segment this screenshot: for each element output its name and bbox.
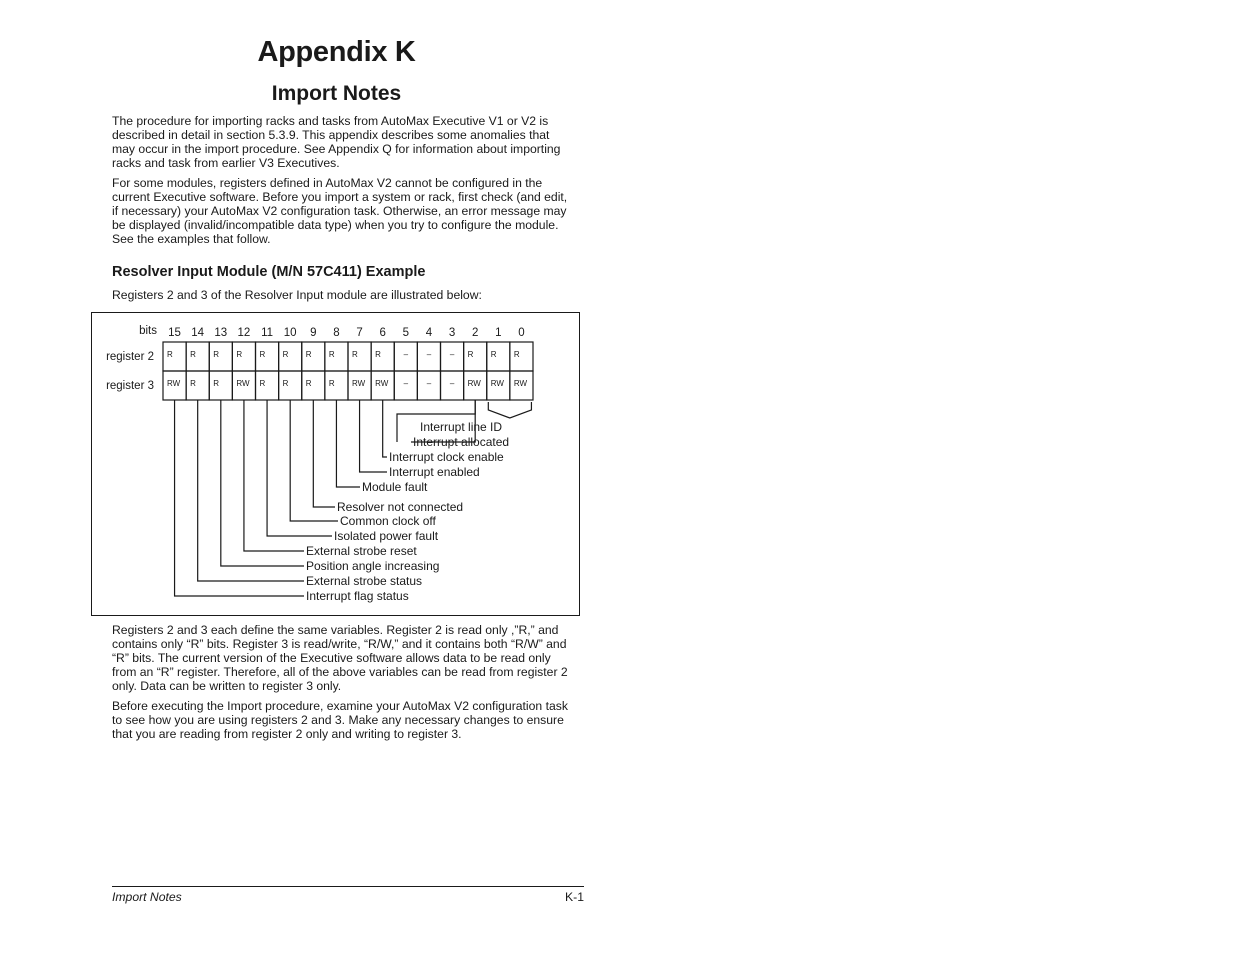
footer-section-name: Import Notes xyxy=(112,890,182,904)
register-cell-value: – xyxy=(403,350,409,359)
callout-label: Interrupt enabled xyxy=(389,465,480,479)
bit-number-label: 1 xyxy=(495,327,502,339)
callout-label: Common clock off xyxy=(340,514,436,528)
callout-label: Interrupt clock enable xyxy=(389,450,504,464)
bit-number-label: 9 xyxy=(310,327,317,339)
callout-label: Interrupt line ID xyxy=(420,420,503,434)
bit-number-label: 4 xyxy=(425,327,433,339)
callout-leader xyxy=(313,400,335,507)
bit-number-label: 12 xyxy=(237,327,251,339)
register-cell-value: – xyxy=(449,379,455,388)
page-subtitle: Import Notes xyxy=(271,82,402,105)
register-label: register 2 xyxy=(106,351,154,363)
register-cell-value: R xyxy=(259,350,266,359)
register-cell-value: RW xyxy=(236,379,250,388)
callout-leader xyxy=(290,400,338,521)
bit-number-label: 11 xyxy=(261,327,274,339)
register-cell-value: R xyxy=(259,379,266,388)
register-cell-value: R xyxy=(190,350,196,359)
bit-number-label: 7 xyxy=(356,327,363,339)
register-cell-value: RW xyxy=(467,379,481,388)
import-advice: Before executing the Import procedure, examine your AutoMax V2 configuration task to see how you are using registers 2 and 3. Make any necessary changes to ensure that you are reading from register 2 only and writing to register 3. xyxy=(112,699,568,741)
register-cell-value: R xyxy=(467,350,474,359)
callout-leader xyxy=(221,400,304,566)
register-cell-value: RW xyxy=(490,379,504,388)
callout-label: Interrupt flag status xyxy=(306,589,409,603)
register-cell-value: R xyxy=(282,379,289,388)
register-cell-value: R xyxy=(305,350,312,359)
register-label: register 3 xyxy=(106,380,154,392)
callout-label: Position angle increasing xyxy=(306,559,440,573)
register-cell-value: R xyxy=(352,350,358,359)
register-cell-value: R xyxy=(236,350,243,359)
register-cell-value: R xyxy=(305,379,312,388)
register-cell-value: R xyxy=(167,350,173,359)
bit-number-label: 0 xyxy=(518,327,525,339)
register-cell-value: R xyxy=(190,379,196,388)
bit-number-label: 8 xyxy=(333,327,340,339)
register-cell-value: R xyxy=(213,379,220,388)
callout-leader xyxy=(244,400,304,551)
callout-label: External strobe status xyxy=(306,574,423,588)
bit-number-label: 14 xyxy=(191,327,205,339)
bit-number-label: 10 xyxy=(283,327,297,339)
register-cell-value: RW xyxy=(167,379,181,388)
footer-rule xyxy=(112,886,584,887)
callout-brace xyxy=(488,402,531,418)
bit-number-label: 15 xyxy=(168,327,181,339)
section-heading: Resolver Input Module (M/N 57C411) Example xyxy=(112,264,426,280)
intro-paragraph: The procedure for importing racks and tasks from AutoMax Executive V1 or V2 is described in detail in section 5.3.9. This appendix describes some anomalies that may occur in the import procedure. See Appendix Q for information about importing racks and task from earlier V3 Executives. xyxy=(112,114,561,170)
bits-label: bits xyxy=(139,325,157,337)
bit-number-label: 6 xyxy=(379,327,386,339)
register-cell-value: – xyxy=(403,379,409,388)
register-cell-value: R xyxy=(513,350,520,359)
register-figure xyxy=(91,312,580,616)
bit-number-label: 5 xyxy=(402,327,410,339)
section-intro: Registers 2 and 3 of the Resolver Input module are illustrated below: xyxy=(112,288,482,302)
callout-leader xyxy=(336,400,360,487)
register-cell-value: RW xyxy=(513,379,528,388)
register-cell-value: RW xyxy=(375,379,389,388)
modules-paragraph: For some modules, registers defined in AutoMax V2 cannot be configured in the current Executive software. Before you import a system or rack, first check (and edit, if necessary) your AutoMax V2 configuration task. Otherwise, an error message may be displayed (invalid/incompatible data type) when you try to configure the module. See the examples that follow. xyxy=(112,176,568,246)
register-cell-value: – xyxy=(449,350,455,359)
bit-number-label: 2 xyxy=(471,327,479,339)
register-cell-value: R xyxy=(213,350,220,359)
callout-label: Isolated power fault xyxy=(334,529,439,543)
register-cell-value: R xyxy=(328,350,335,359)
callout-label: External strobe reset xyxy=(306,544,417,558)
callout-leader xyxy=(198,400,304,581)
register-cell-value: RW xyxy=(352,379,366,388)
callout-leader xyxy=(267,400,332,536)
registers-explanation: Registers 2 and 3 each define the same variables. Register 2 is read only ,”R,” and contains only “R” bits. Register 3 is read/write, “R/W,” and it contains both “R/W” and “R” bits. The current version of the Executive software allows data to be read only from an “R” register. Therefore, all of the above variables can be read from register 2 only. Data can be written to register 3 only. xyxy=(112,623,568,693)
register-cell-value: R xyxy=(282,350,289,359)
callout-label: Resolver not connected xyxy=(337,500,464,514)
bit-number-label: 13 xyxy=(214,327,228,339)
register-diagram xyxy=(92,313,579,615)
register-cell-value: R xyxy=(375,350,381,359)
register-cell-value: – xyxy=(426,350,432,359)
callout-leader xyxy=(383,400,387,457)
callout-label: Module fault xyxy=(362,480,428,494)
footer-page-number: K-1 xyxy=(565,890,584,904)
register-cell-value: R xyxy=(328,379,335,388)
page-title: Appendix K xyxy=(257,36,416,68)
register-cell-value: R xyxy=(490,350,497,359)
bit-number-label: 3 xyxy=(448,327,456,339)
register-cell-value: – xyxy=(426,379,432,388)
callout-label: Interrupt allocated xyxy=(413,435,510,449)
